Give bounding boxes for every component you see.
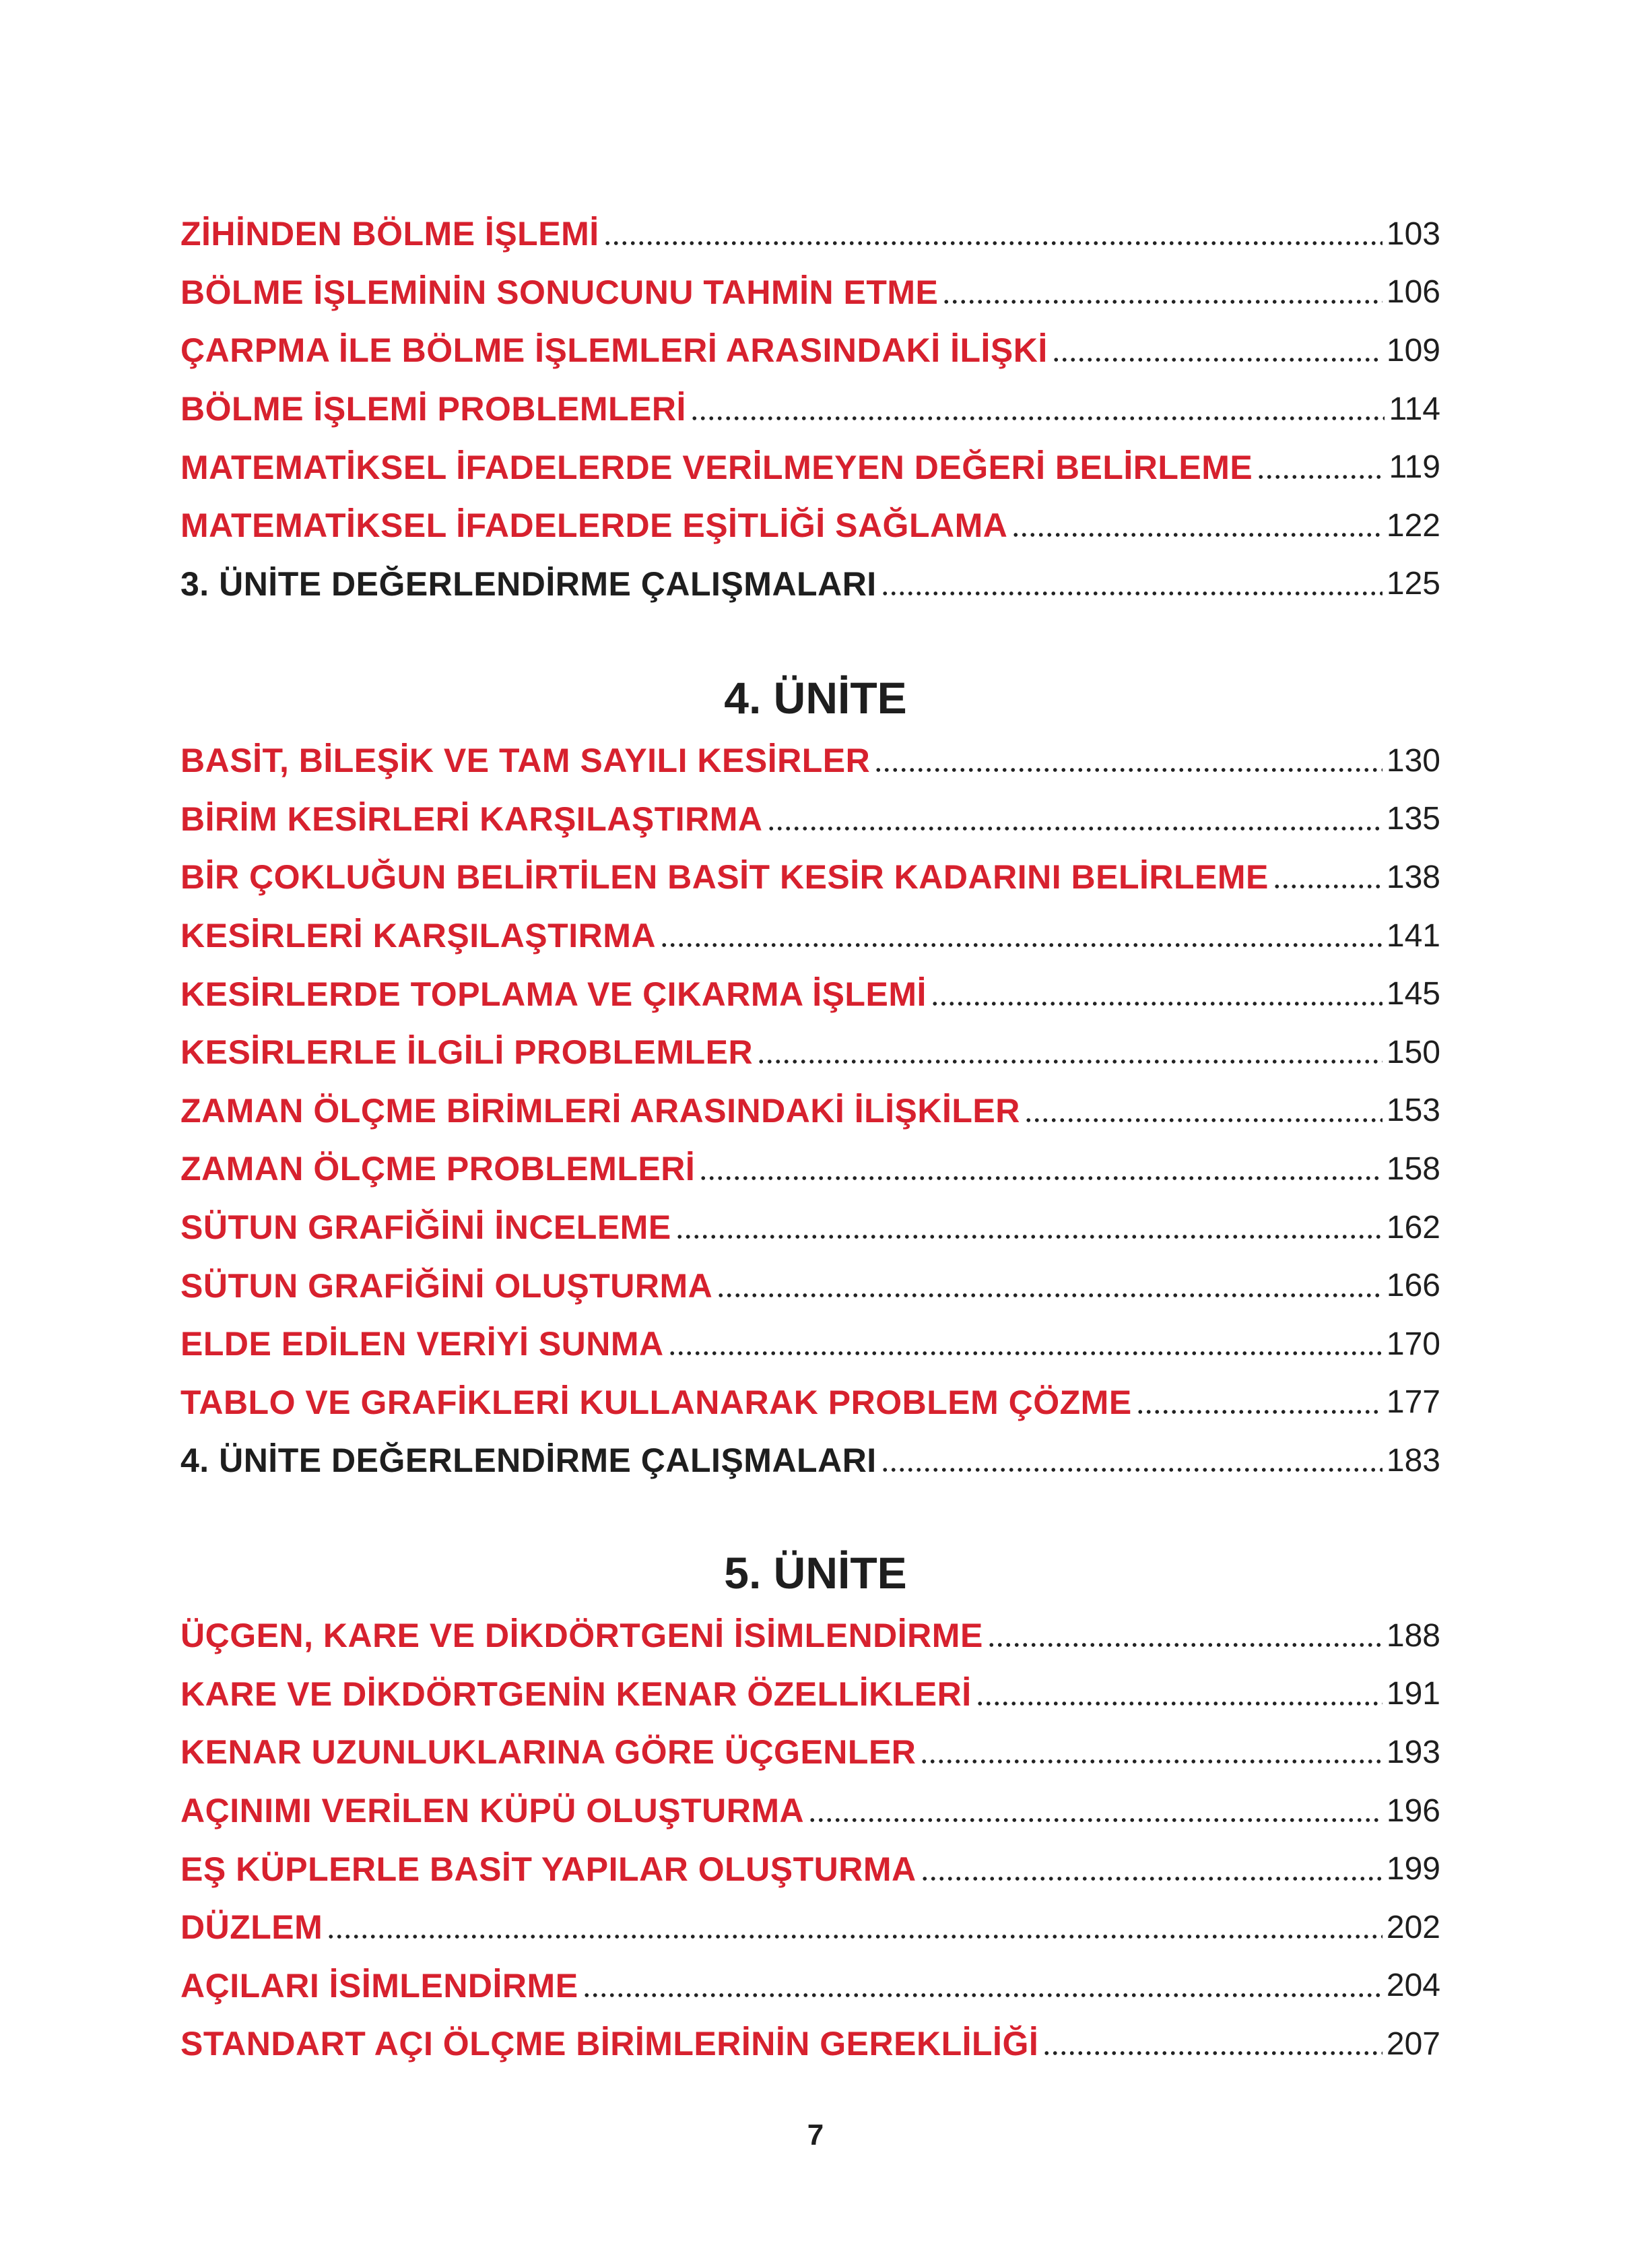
toc-entry-title: STANDART AÇI ÖLÇME BİRİMLERİNİN GEREKLİLİĞİ xyxy=(180,2025,1039,2063)
toc-entry-page: 109 xyxy=(1386,332,1440,368)
toc-entry-title: MATEMATİKSEL İFADELERDE VERİLMEYEN DEĞERİ BELİRLEME xyxy=(180,448,1253,486)
toc-entry[interactable] xyxy=(180,555,1440,614)
toc-entry-page: 122 xyxy=(1386,507,1440,544)
toc-entry[interactable] xyxy=(180,1198,1440,1257)
toc-entry[interactable] xyxy=(180,2015,1440,2073)
toc-entry-page: 199 xyxy=(1386,1851,1440,1887)
toc-entry-page: 204 xyxy=(1386,1968,1440,2004)
toc-entry[interactable] xyxy=(180,790,1440,849)
toc-entry[interactable] xyxy=(180,965,1440,1023)
toc-entry-title: MATEMATİKSEL İFADELERDE EŞİTLİĞİ SAĞLAMA xyxy=(180,507,1008,545)
dot-leader xyxy=(757,1039,1383,1066)
toc-entry-title: AÇILARI İSİMLENDİRME xyxy=(180,1966,578,2005)
toc-entry-title: KENAR UZUNLUKLARINA GÖRE ÜÇGENLER xyxy=(180,1733,917,1772)
dot-leader xyxy=(1136,1389,1383,1416)
unit4-heading: 4. ÜNİTE xyxy=(724,673,907,723)
toc-entry-title: 3. ÜNİTE DEĞERLENDİRME ÇALIŞMALARI xyxy=(180,564,877,603)
dot-leader xyxy=(920,1739,1383,1765)
toc-entry-page: 103 xyxy=(1386,216,1440,252)
toc-entry[interactable] xyxy=(180,1023,1440,1082)
unit4-toc-list xyxy=(180,732,1440,1490)
toc-entry-page: 114 xyxy=(1389,391,1440,427)
toc-entry-title: AÇINIMI VERİLEN KÜPÜ OLUŞTURMA xyxy=(180,1792,805,1830)
toc-entry-page: 153 xyxy=(1386,1093,1440,1129)
toc-entry-title: EŞ KÜPLERLE BASİT YAPILAR OLUŞTURMA xyxy=(180,1850,917,1888)
dot-leader xyxy=(1273,864,1383,890)
toc-entry-page: 106 xyxy=(1386,274,1440,311)
toc-entry-title: SÜTUN GRAFİĞİNİ OLUŞTURMA xyxy=(180,1266,713,1305)
unit5-heading: 5. ÜNİTE xyxy=(724,1548,907,1598)
toc-entry[interactable] xyxy=(180,380,1440,439)
dot-leader xyxy=(921,1856,1383,1883)
toc-entry-page: 202 xyxy=(1386,1909,1440,1945)
toc-entry-title: KESİRLERDE TOPLAMA VE ÇIKARMA İŞLEMİ xyxy=(180,975,927,1013)
toc-entry[interactable] xyxy=(180,848,1440,907)
toc-entry[interactable] xyxy=(180,496,1440,555)
toc-entry-title: ZAMAN ÖLÇME BİRİMLERİ ARASINDAKİ İLİŞKİLER xyxy=(180,1091,1020,1130)
dot-leader xyxy=(699,1155,1383,1182)
dot-leader xyxy=(717,1272,1383,1299)
dot-leader xyxy=(660,922,1383,949)
dot-leader xyxy=(675,1214,1383,1241)
toc-entry-page: 135 xyxy=(1386,801,1440,837)
toc-entry-page: 166 xyxy=(1386,1268,1440,1304)
dot-leader xyxy=(881,1447,1383,1474)
dot-leader xyxy=(1024,1097,1383,1124)
dot-leader xyxy=(987,1622,1383,1649)
dot-leader xyxy=(327,1914,1383,1941)
dot-leader xyxy=(767,806,1383,833)
toc-entry[interactable] xyxy=(180,1898,1440,1957)
dot-leader xyxy=(976,1681,1383,1708)
toc-entry-page: 125 xyxy=(1386,566,1440,602)
dot-leader xyxy=(582,1972,1383,1999)
dot-leader xyxy=(1011,512,1383,539)
toc-entry-page: 170 xyxy=(1386,1326,1440,1362)
toc-entry-page: 188 xyxy=(1386,1617,1440,1654)
toc-entry-title: KARE VE DİKDÖRTGENİN KENAR ÖZELLİKLERİ xyxy=(180,1675,972,1713)
toc-entry-title: ZAMAN ÖLÇME PROBLEMLERİ xyxy=(180,1150,696,1188)
toc-entry[interactable] xyxy=(180,205,1440,263)
toc-entry-page: 177 xyxy=(1386,1384,1440,1421)
toc-entry[interactable] xyxy=(180,1957,1440,2015)
toc-entry-page: 130 xyxy=(1386,742,1440,779)
toc-entry[interactable] xyxy=(180,1840,1440,1898)
toc-entry[interactable] xyxy=(180,438,1440,496)
toc-entry-title: TABLO VE GRAFİKLERİ KULLANARAK PROBLEM ÇÖZME xyxy=(180,1383,1132,1421)
toc-entry-page: 145 xyxy=(1386,976,1440,1012)
dot-leader xyxy=(1042,2030,1383,2057)
toc-entry[interactable] xyxy=(180,1140,1440,1198)
toc-entry-title: BÖLME İŞLEMİNİN SONUCUNU TAHMİN ETME xyxy=(180,273,939,311)
toc-entry-title: BİR ÇOKLUĞUN BELİRTİLEN BASİT KESİR KADARINI BELİRLEME xyxy=(180,858,1269,897)
toc-entry-title: ELDE EDİLEN VERİYİ SUNMA xyxy=(180,1325,664,1363)
toc-entry-page: 196 xyxy=(1386,1792,1440,1829)
dot-leader xyxy=(1052,337,1383,364)
toc-entry[interactable] xyxy=(180,321,1440,380)
dot-leader xyxy=(874,747,1383,774)
dot-leader xyxy=(690,395,1385,422)
toc-entry-title: 4. ÜNİTE DEĞERLENDİRME ÇALIŞMALARI xyxy=(180,1441,877,1480)
toc-entry-title: SÜTUN GRAFİĞİNİ İNCELEME xyxy=(180,1208,671,1247)
toc-entry[interactable] xyxy=(180,1373,1440,1432)
toc-entry-page: 138 xyxy=(1386,859,1440,895)
toc-entry-page: 158 xyxy=(1386,1151,1440,1187)
page-number: 7 xyxy=(807,2118,824,2151)
toc-entry[interactable] xyxy=(180,1431,1440,1490)
dot-leader xyxy=(881,571,1383,597)
unit3-toc-list xyxy=(180,205,1440,613)
toc-entry[interactable] xyxy=(180,1607,1440,1665)
toc-entry-title: DÜZLEM xyxy=(180,1908,323,1947)
dot-leader xyxy=(808,1797,1383,1824)
toc-entry[interactable] xyxy=(180,1082,1440,1140)
toc-entry-title: KESİRLERLE İLGİLİ PROBLEMLER xyxy=(180,1033,754,1072)
toc-entry-title: BÖLME İŞLEMİ PROBLEMLERİ xyxy=(180,390,686,428)
toc-entry-page: 191 xyxy=(1386,1676,1440,1712)
toc-entry-page: 193 xyxy=(1386,1734,1440,1770)
toc-entry-page: 162 xyxy=(1386,1209,1440,1245)
dot-leader xyxy=(931,981,1383,1008)
dot-leader xyxy=(668,1330,1383,1357)
toc-entry[interactable] xyxy=(180,1665,1440,1724)
toc-entry-page: 150 xyxy=(1386,1034,1440,1070)
dot-leader xyxy=(1257,454,1385,481)
toc-entry-title: ZİHİNDEN BÖLME İŞLEMİ xyxy=(180,215,599,253)
toc-entry-page: 119 xyxy=(1389,449,1440,486)
toc-entry-page: 183 xyxy=(1386,1442,1440,1479)
toc-entry[interactable] xyxy=(180,1723,1440,1782)
dot-leader xyxy=(603,220,1383,247)
toc-entry[interactable] xyxy=(180,907,1440,965)
toc-entry-title: ÜÇGEN, KARE VE DİKDÖRTGENİ İSİMLENDİRME xyxy=(180,1617,983,1655)
toc-entry-title: BİRİM KESİRLERİ KARŞILAŞTIRMA xyxy=(180,800,763,838)
toc-entry-page: 141 xyxy=(1386,917,1440,954)
unit5-toc-list xyxy=(180,1607,1440,2073)
toc-entry-title: BASİT, BİLEŞİK VE TAM SAYILI KESİRLER xyxy=(180,742,871,780)
toc-entry[interactable] xyxy=(180,263,1440,322)
toc-entry-page: 207 xyxy=(1386,2026,1440,2062)
dot-leader xyxy=(942,279,1383,306)
toc-entry-title: ÇARPMA İLE BÖLME İŞLEMLERİ ARASINDAKİ İLİŞKİ xyxy=(180,331,1048,370)
toc-entry[interactable] xyxy=(180,1315,1440,1373)
toc-entry-title: KESİRLERİ KARŞILAŞTIRMA xyxy=(180,917,656,955)
toc-entry[interactable] xyxy=(180,1782,1440,1840)
toc-entry[interactable] xyxy=(180,1256,1440,1315)
toc-entry[interactable] xyxy=(180,732,1440,790)
